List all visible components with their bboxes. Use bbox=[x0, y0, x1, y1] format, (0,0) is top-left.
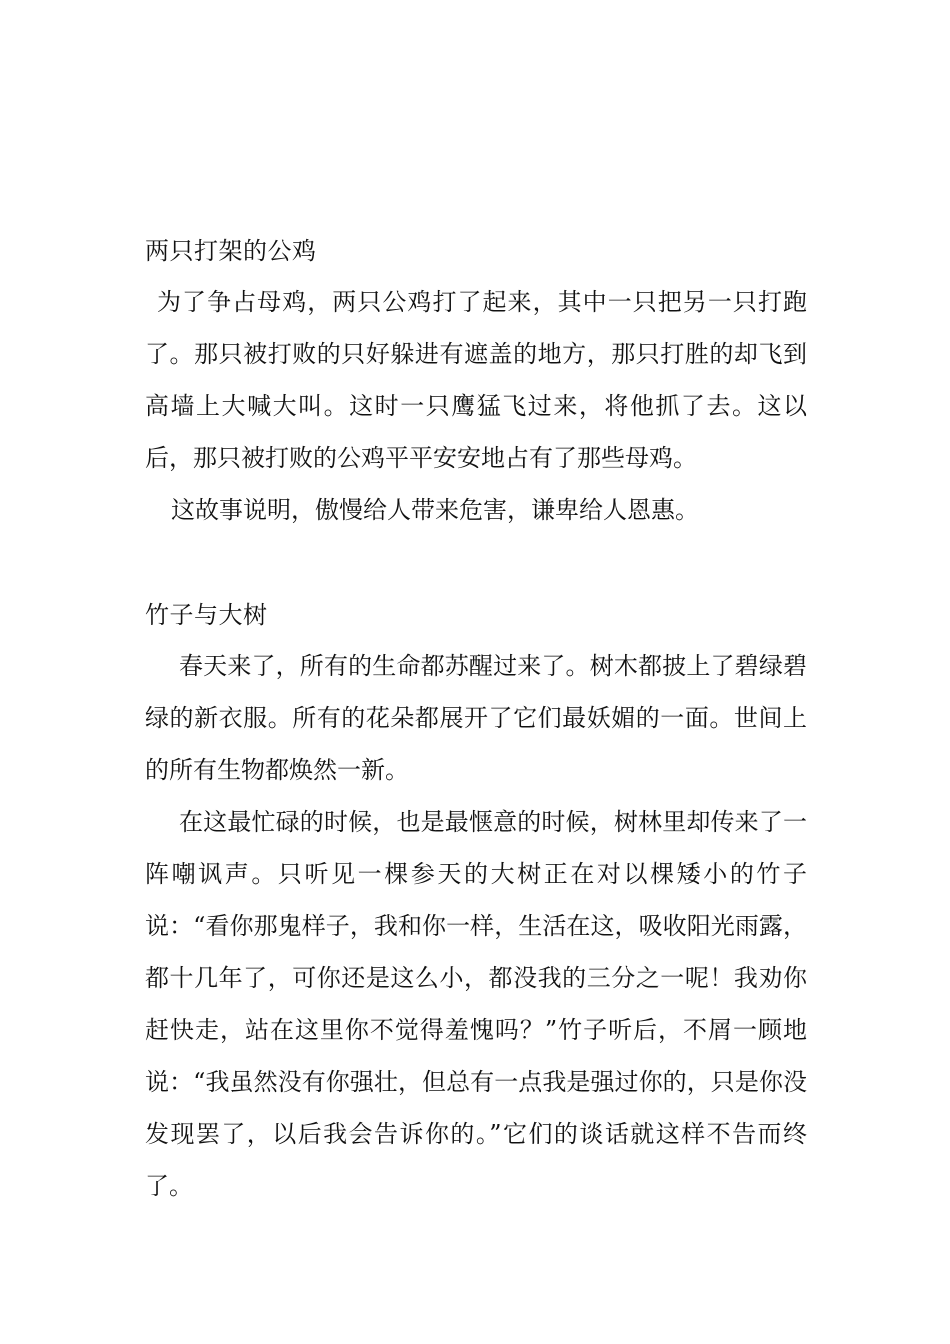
document-page bbox=[145, 226, 807, 1212]
story-moral: 这故事说明，傲慢给人带来危害，谦卑给人恩惠。 bbox=[171, 496, 699, 524]
story-fighting-roosters bbox=[145, 226, 807, 536]
section-spacer bbox=[145, 536, 807, 590]
story-paragraph: 在这最忙碌的时候，也是最惬意的时候，树林里却传来了一阵嘲讽声。只听见一棵参天的大树正在对以棵矮小的竹子说：“看你那鬼样子，我和你一样，生活在这，吸收阳光雨露，都十几年了，可你还是这么小，都没我的三分之一呢！我劝你赶快走，站在这里你不觉得羞愧吗？”竹子听后，不屑一顾地说：“我虽然没有你强壮，但总有一点我是强过你的，只是你没发现罢了，以后我会告诉你的。”它们的谈话就这样不告而终了。 bbox=[145, 808, 807, 1200]
story-paragraph: 为了争占母鸡，两只公鸡打了起来，其中一只把另一只打跑了。那只被打败的只好躲进有遮盖的地方，那只打胜的却飞到高墙上大喊大叫。这时一只鹰猛飞过来，将他抓了去。这以后，那只被打败的公鸡平平安安地占有了那些母鸡。 bbox=[145, 288, 807, 472]
story-title: 两只打架的公鸡 bbox=[145, 237, 317, 265]
story-bamboo-and-tree bbox=[145, 590, 807, 1212]
story-paragraph: 春天来了，所有的生命都苏醒过来了。树木都披上了碧绿碧绿的新衣服。所有的花朵都展开了它们最妖媚的一面。世间上的所有生物都焕然一新。 bbox=[145, 652, 807, 784]
story-title: 竹子与大树 bbox=[145, 601, 268, 629]
